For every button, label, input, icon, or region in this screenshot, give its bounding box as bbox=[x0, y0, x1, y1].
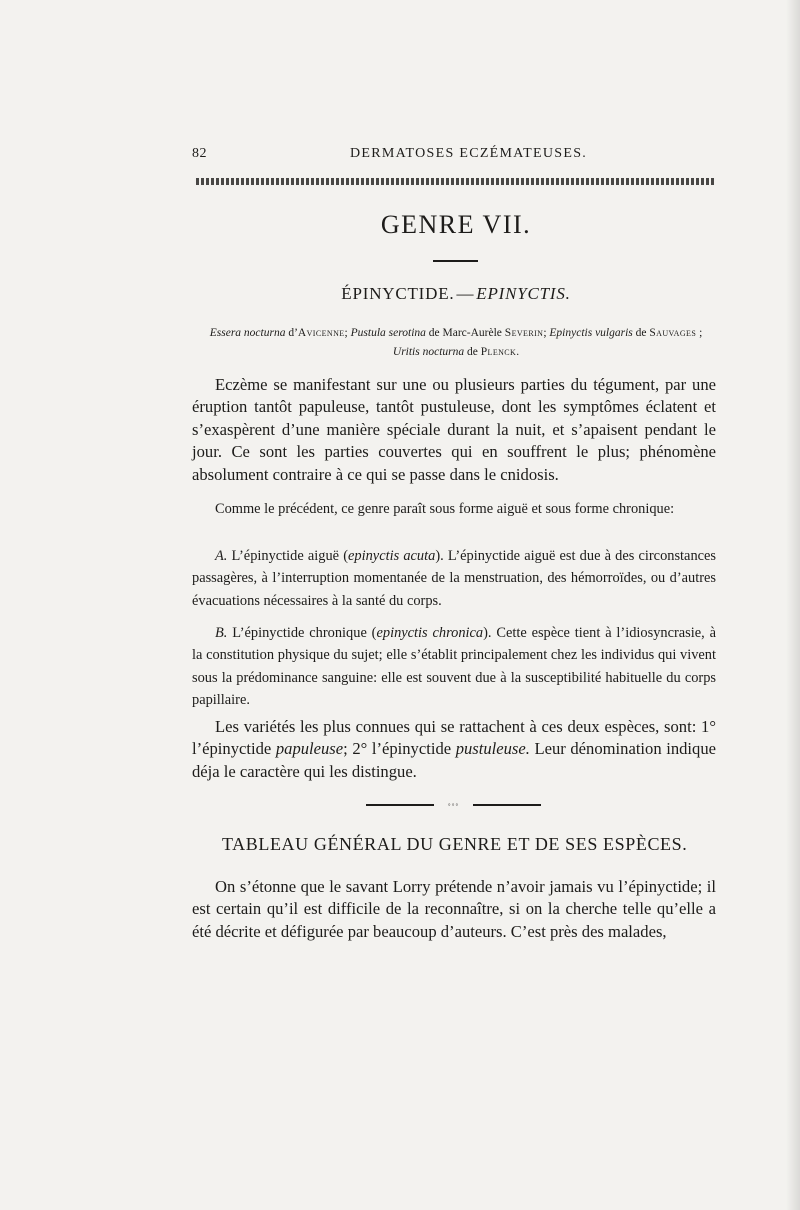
item-letter: B. bbox=[215, 625, 228, 641]
syn-author: Plenck bbox=[480, 346, 517, 358]
varieties-term: pustuleuse. bbox=[455, 739, 530, 759]
syn-text: d’ bbox=[285, 327, 298, 339]
syn-term: Uritis nocturna bbox=[392, 346, 465, 358]
running-head: DERMATOSES ECZÉMATEUSES. bbox=[350, 146, 588, 161]
item-text: ). L’épinyctide aiguë est due à des circonstances passagères, à l’interruption momentanée de la menstruation, des hémorroïdes, ou d’autres évacuations nécessaires à la santé du corps. bbox=[192, 548, 717, 609]
ornament-line-right bbox=[473, 804, 541, 806]
varieties-text: ; 2° l’épinyctide bbox=[343, 739, 456, 759]
varieties-paragraph bbox=[192, 716, 716, 783]
synonymy bbox=[196, 324, 716, 362]
item-text: ). Cette espèce tient à l’idiosyncrasie, à la constitution physique du sujet; elle s’établit principalement chez les individus qui vivent sous la prédominance sanguine: elle est souvent due à la susceptibilité habituelle du corps papillaire. bbox=[192, 625, 716, 709]
syn-text: ; bbox=[344, 327, 351, 339]
page-edge-shadow bbox=[786, 0, 800, 1210]
syn-text: de bbox=[632, 327, 650, 339]
syn-text: de bbox=[464, 346, 481, 358]
last-paragraph: On s’étonne que le savant Lorry prétende n’avoir jamais vu l’épinyctide; il est certain qu’il est difficile de la reconnaître, si on la cherche telle qu’elle a été décrite et défigurée par beaucoup d’auteurs. C’est près des malades, bbox=[192, 877, 716, 941]
varieties-text: Leur dénomination indique déja le caractère qui les distingue. bbox=[192, 739, 716, 781]
item-text: L’épinyctide aiguë ( bbox=[227, 548, 349, 564]
item-letter: A. bbox=[215, 548, 228, 564]
title-divider bbox=[433, 260, 478, 262]
forms-paragraph: Comme le précédent, ce genre paraît sous forme aiguë et sous forme chronique: bbox=[215, 501, 675, 517]
syn-text: ; bbox=[696, 327, 703, 339]
varieties-text: Les variétés les plus connues qui se rattachent à ces deux espèces, sont: 1° l’épinyctide bbox=[192, 717, 716, 759]
section-title: TABLEAU GÉNÉRAL DU GENRE ET DE SES ESPÈCES. bbox=[222, 834, 688, 854]
syn-text: ; bbox=[543, 327, 550, 339]
item-text: L’épinyctide chronique ( bbox=[227, 625, 377, 641]
syn-text: de Marc-Aurèle bbox=[425, 327, 505, 339]
syn-text: . bbox=[516, 346, 520, 358]
syn-term: Pustula serotina bbox=[350, 327, 426, 339]
syn-author: Avicenne bbox=[297, 327, 345, 339]
ornament-line-left bbox=[366, 804, 434, 806]
item-latin: epinyctis acuta bbox=[348, 548, 436, 564]
syn-term: Epinyctis vulgaris bbox=[549, 327, 633, 339]
syn-author: Sauvages bbox=[649, 327, 697, 339]
definition-paragraph: Eczème se manifestant sur une ou plusieurs parties du tégument, par une éruption tantôt papuleuse, tantôt pustuleuse, dont les symptômes éclatent et s’exaspèrent d’une manière spéciale durant la nuit, et s’apaisent pendant le jour. Ce sont les parties couvertes qui en souffrent le plus; phénomène absolument contraire à ce qui se passe dans le cnidosis. bbox=[192, 375, 716, 484]
ornamental-divider bbox=[366, 800, 541, 810]
decorative-rule bbox=[196, 178, 716, 185]
item-latin: epinyctis chronica bbox=[376, 625, 484, 641]
species-title bbox=[196, 284, 716, 304]
ornament-knot: ◦◦◦ bbox=[447, 800, 460, 809]
species-separator: — bbox=[456, 284, 475, 303]
chronic-form-paragraph bbox=[192, 622, 716, 712]
page-number: 82 bbox=[192, 146, 207, 161]
acute-form-paragraph bbox=[192, 545, 716, 612]
genre-title: GENRE VII. bbox=[380, 210, 532, 239]
species-name-latin: EPINYCTIS. bbox=[476, 284, 571, 303]
varieties-term: papuleuse bbox=[275, 739, 344, 759]
syn-author: Severin bbox=[504, 327, 544, 339]
syn-term: Essera nocturna bbox=[209, 327, 286, 339]
species-name-french: ÉPINYCTIDE. bbox=[341, 284, 455, 303]
